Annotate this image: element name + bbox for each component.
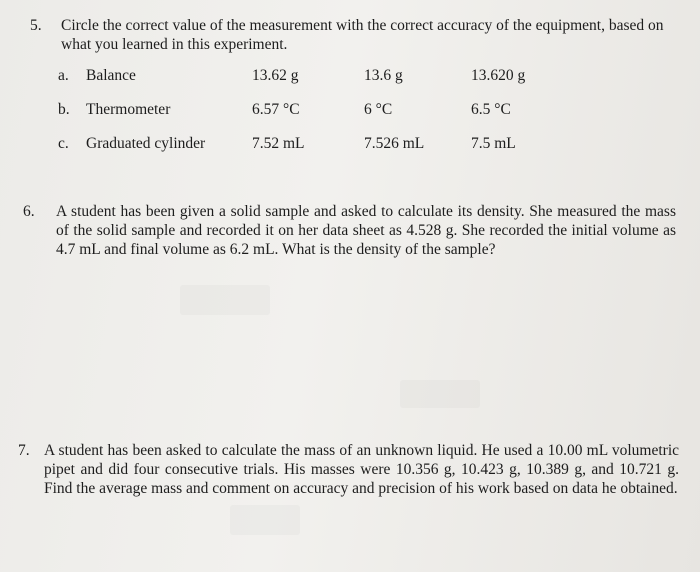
question-number: 5. — [30, 17, 42, 34]
option-value[interactable]: 13.6 g — [364, 67, 403, 84]
question-number: 6. — [23, 203, 35, 220]
option-value[interactable]: 6.5 °C — [471, 101, 511, 118]
item-graduated-cylinder — [58, 134, 700, 154]
question-number: 7. — [18, 442, 30, 459]
item-thermometer — [58, 100, 700, 120]
item-name: Balance — [86, 67, 136, 84]
question-text: Circle the correct value of the measurement with the correct accuracy of the equipment, based on what you learned in this experiment. — [61, 17, 664, 53]
option-value[interactable]: 13.62 g — [252, 67, 299, 84]
option-value[interactable]: 7.52 mL — [252, 135, 305, 152]
item-label: b. — [58, 101, 70, 118]
option-value[interactable]: 6.57 °C — [252, 101, 300, 118]
bleed-through-smudge — [400, 380, 480, 408]
item-name: Thermometer — [86, 101, 171, 118]
bleed-through-smudge — [230, 505, 300, 535]
item-label: c. — [58, 135, 69, 152]
item-name: Graduated cylinder — [86, 135, 206, 152]
option-value[interactable]: 7.5 mL — [471, 135, 516, 152]
option-value[interactable]: 7.526 mL — [364, 135, 425, 152]
item-balance — [58, 66, 700, 86]
question-text: A student has been asked to calculate the mass of an unknown liquid. He used a 10.00 mL volumetric pipet and did four consecutive trials. His masses were 10.356 g, 10.423 g, 10.389 g, and 10.721 g. Find the average mass and comment on accuracy and precision of his work based on data he obtained. — [44, 442, 679, 497]
question-text: A student has been given a solid sample and asked to calculate its density. She measured the mass of the solid sample and recorded it on her data sheet as 4.528 g. She recorded the initial volume as 4.7 mL and final volume as 6.2 mL. What is the density of the sample? — [56, 203, 676, 258]
item-label: a. — [58, 67, 69, 84]
option-value[interactable]: 6 °C — [364, 101, 393, 118]
bleed-through-smudge — [180, 285, 270, 315]
option-value[interactable]: 13.620 g — [471, 67, 526, 84]
